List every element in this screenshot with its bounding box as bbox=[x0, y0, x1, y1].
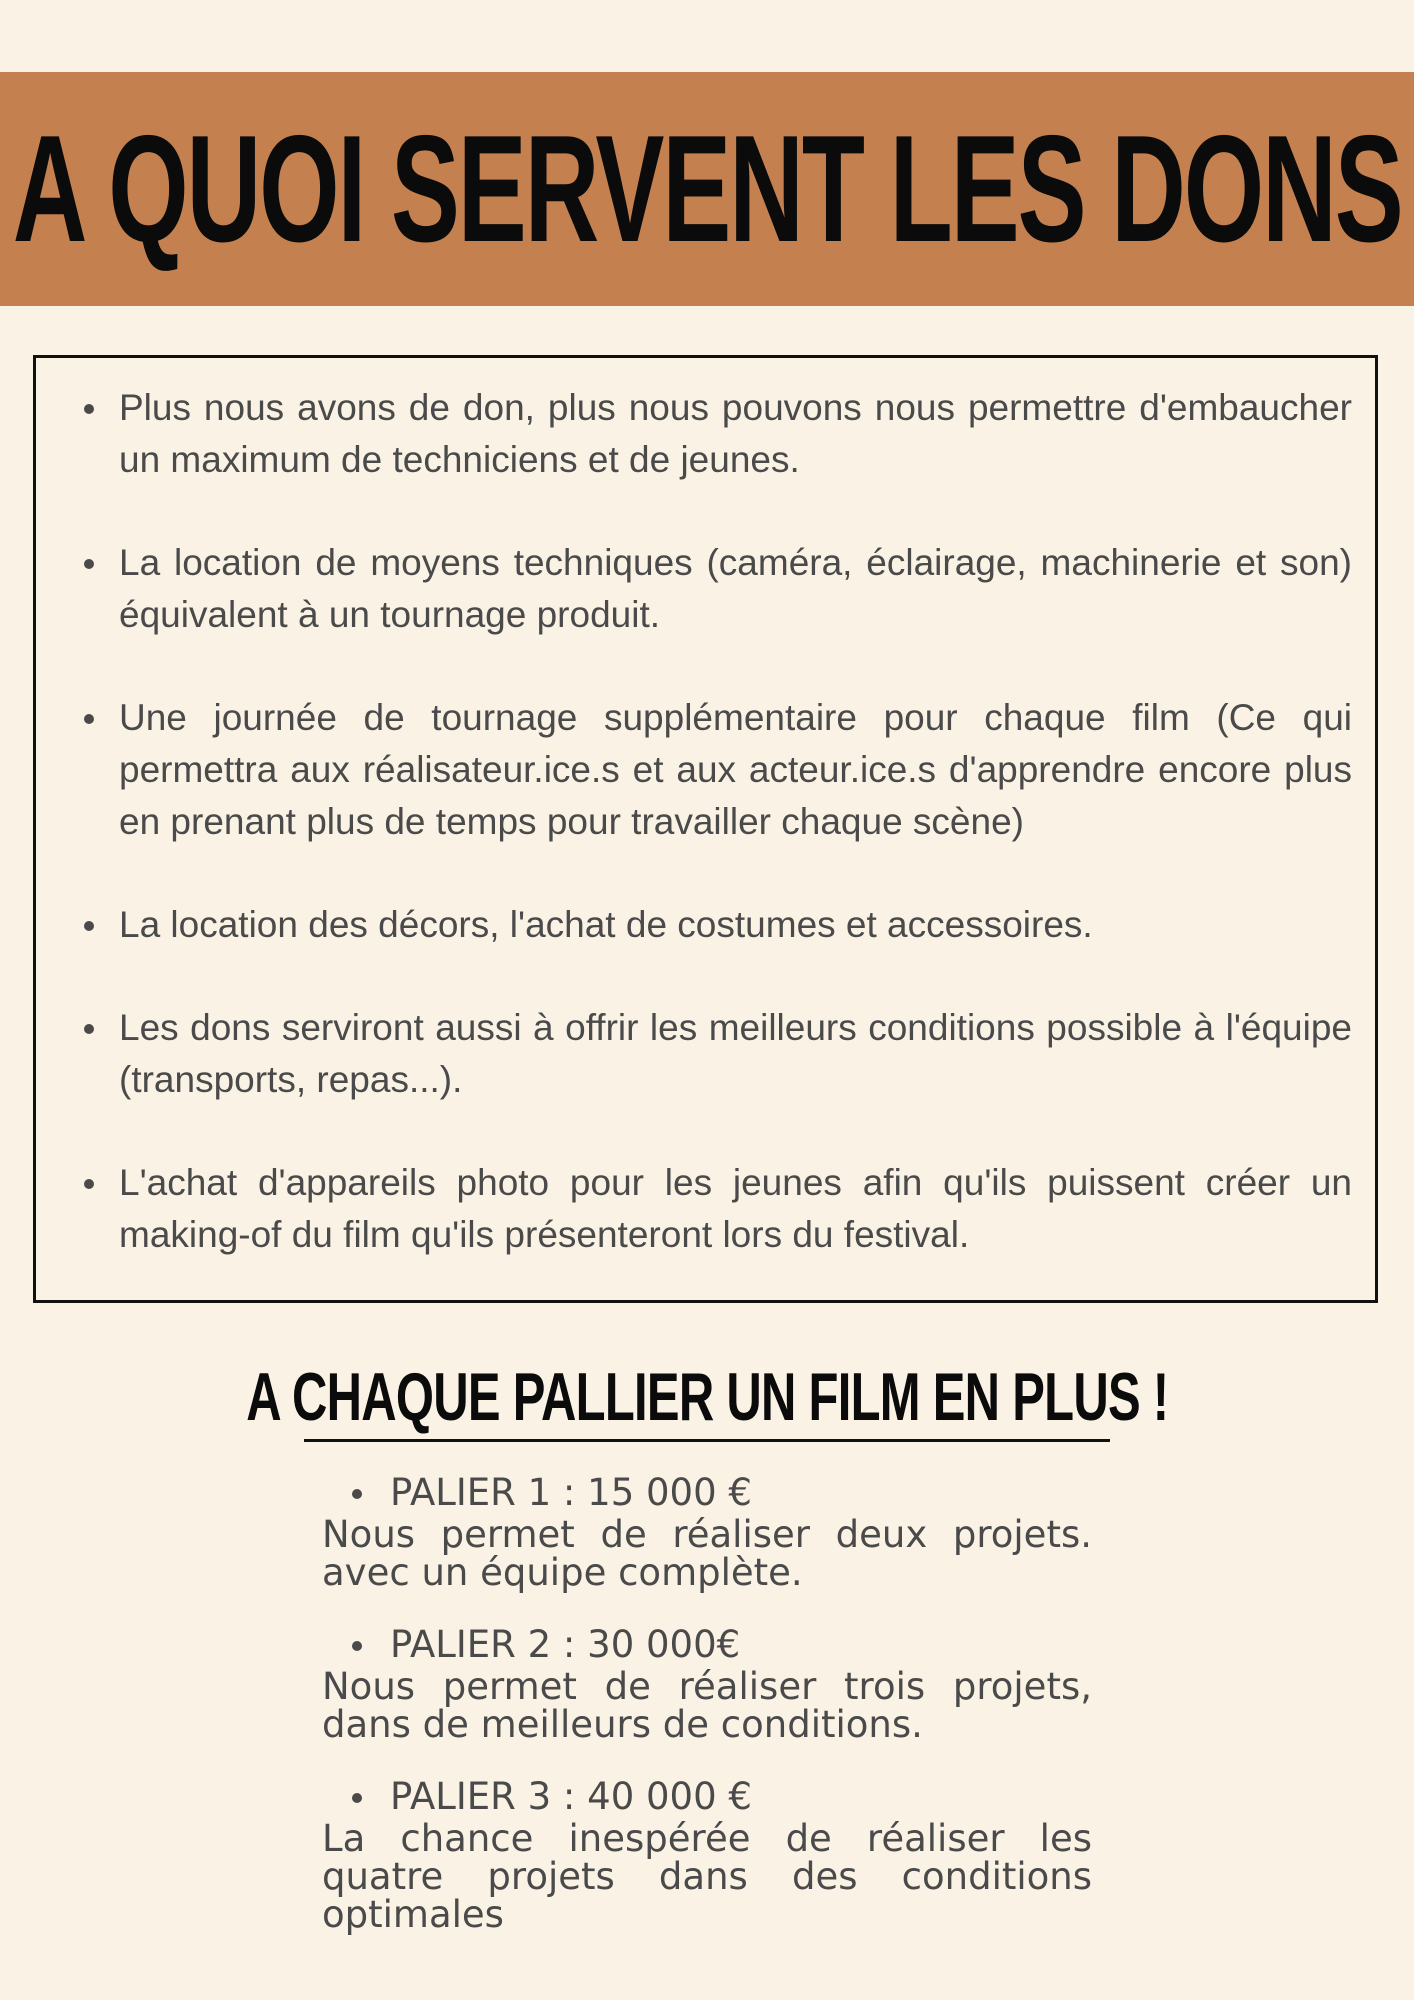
tier-item bbox=[322, 1774, 1092, 1934]
uses-list bbox=[84, 382, 1352, 1312]
list-item: Les dons serviront aussi à offrir les meilleurs conditions possible à l'équipe (transports, repas...). bbox=[84, 1002, 1352, 1106]
tier-description: Nous permet de réaliser trois projets, dans de meilleurs de conditions. bbox=[322, 1665, 1092, 1746]
list-item: L'achat d'appareils photo pour les jeunes afin qu'ils puissent créer un making-of du film qu'ils présenteront lors du festival. bbox=[84, 1157, 1352, 1261]
list-item: La location des décors, l'achat de costumes et accessoires. bbox=[84, 899, 1352, 951]
tier-description: La chance inespérée de réaliser les quatre projets dans des conditions optimales bbox=[322, 1817, 1092, 1936]
tier-item bbox=[322, 1470, 1092, 1592]
tier-label: PALIER 2 : 30 000€ bbox=[322, 1622, 1092, 1668]
tier-label: PALIER 1 : 15 000 € bbox=[322, 1470, 1092, 1516]
list-item: Une journée de tournage supplémentaire pour chaque film (Ce qui permettra aux réalisateur.ice.s et aux acteur.ice.s d'apprendre encore plus en prenant plus de temps pour travailler chaque scène) bbox=[84, 692, 1352, 848]
tiers-heading bbox=[245, 1355, 1169, 1442]
tiers-list bbox=[322, 1470, 1092, 1964]
tier-description: Nous permet de réaliser deux projets. avec un équipe complète. bbox=[322, 1513, 1092, 1594]
section-title: A CHAQUE PALLIER UN FILM EN PLUS ! bbox=[245, 1359, 1169, 1435]
header-banner bbox=[0, 72, 1414, 306]
tier-item bbox=[322, 1622, 1092, 1744]
list-item: Plus nous avons de don, plus nous pouvons nous permettre d'embaucher un maximum de techniciens et de jeunes. bbox=[84, 382, 1352, 486]
list-item: La location de moyens techniques (caméra, éclairage, machinerie et son) équivalent à un tournage produit. bbox=[84, 537, 1352, 641]
page-title: A QUOI SERVENT LES DONS bbox=[12, 104, 1402, 274]
tier-label: PALIER 3 : 40 000 € bbox=[322, 1774, 1092, 1820]
